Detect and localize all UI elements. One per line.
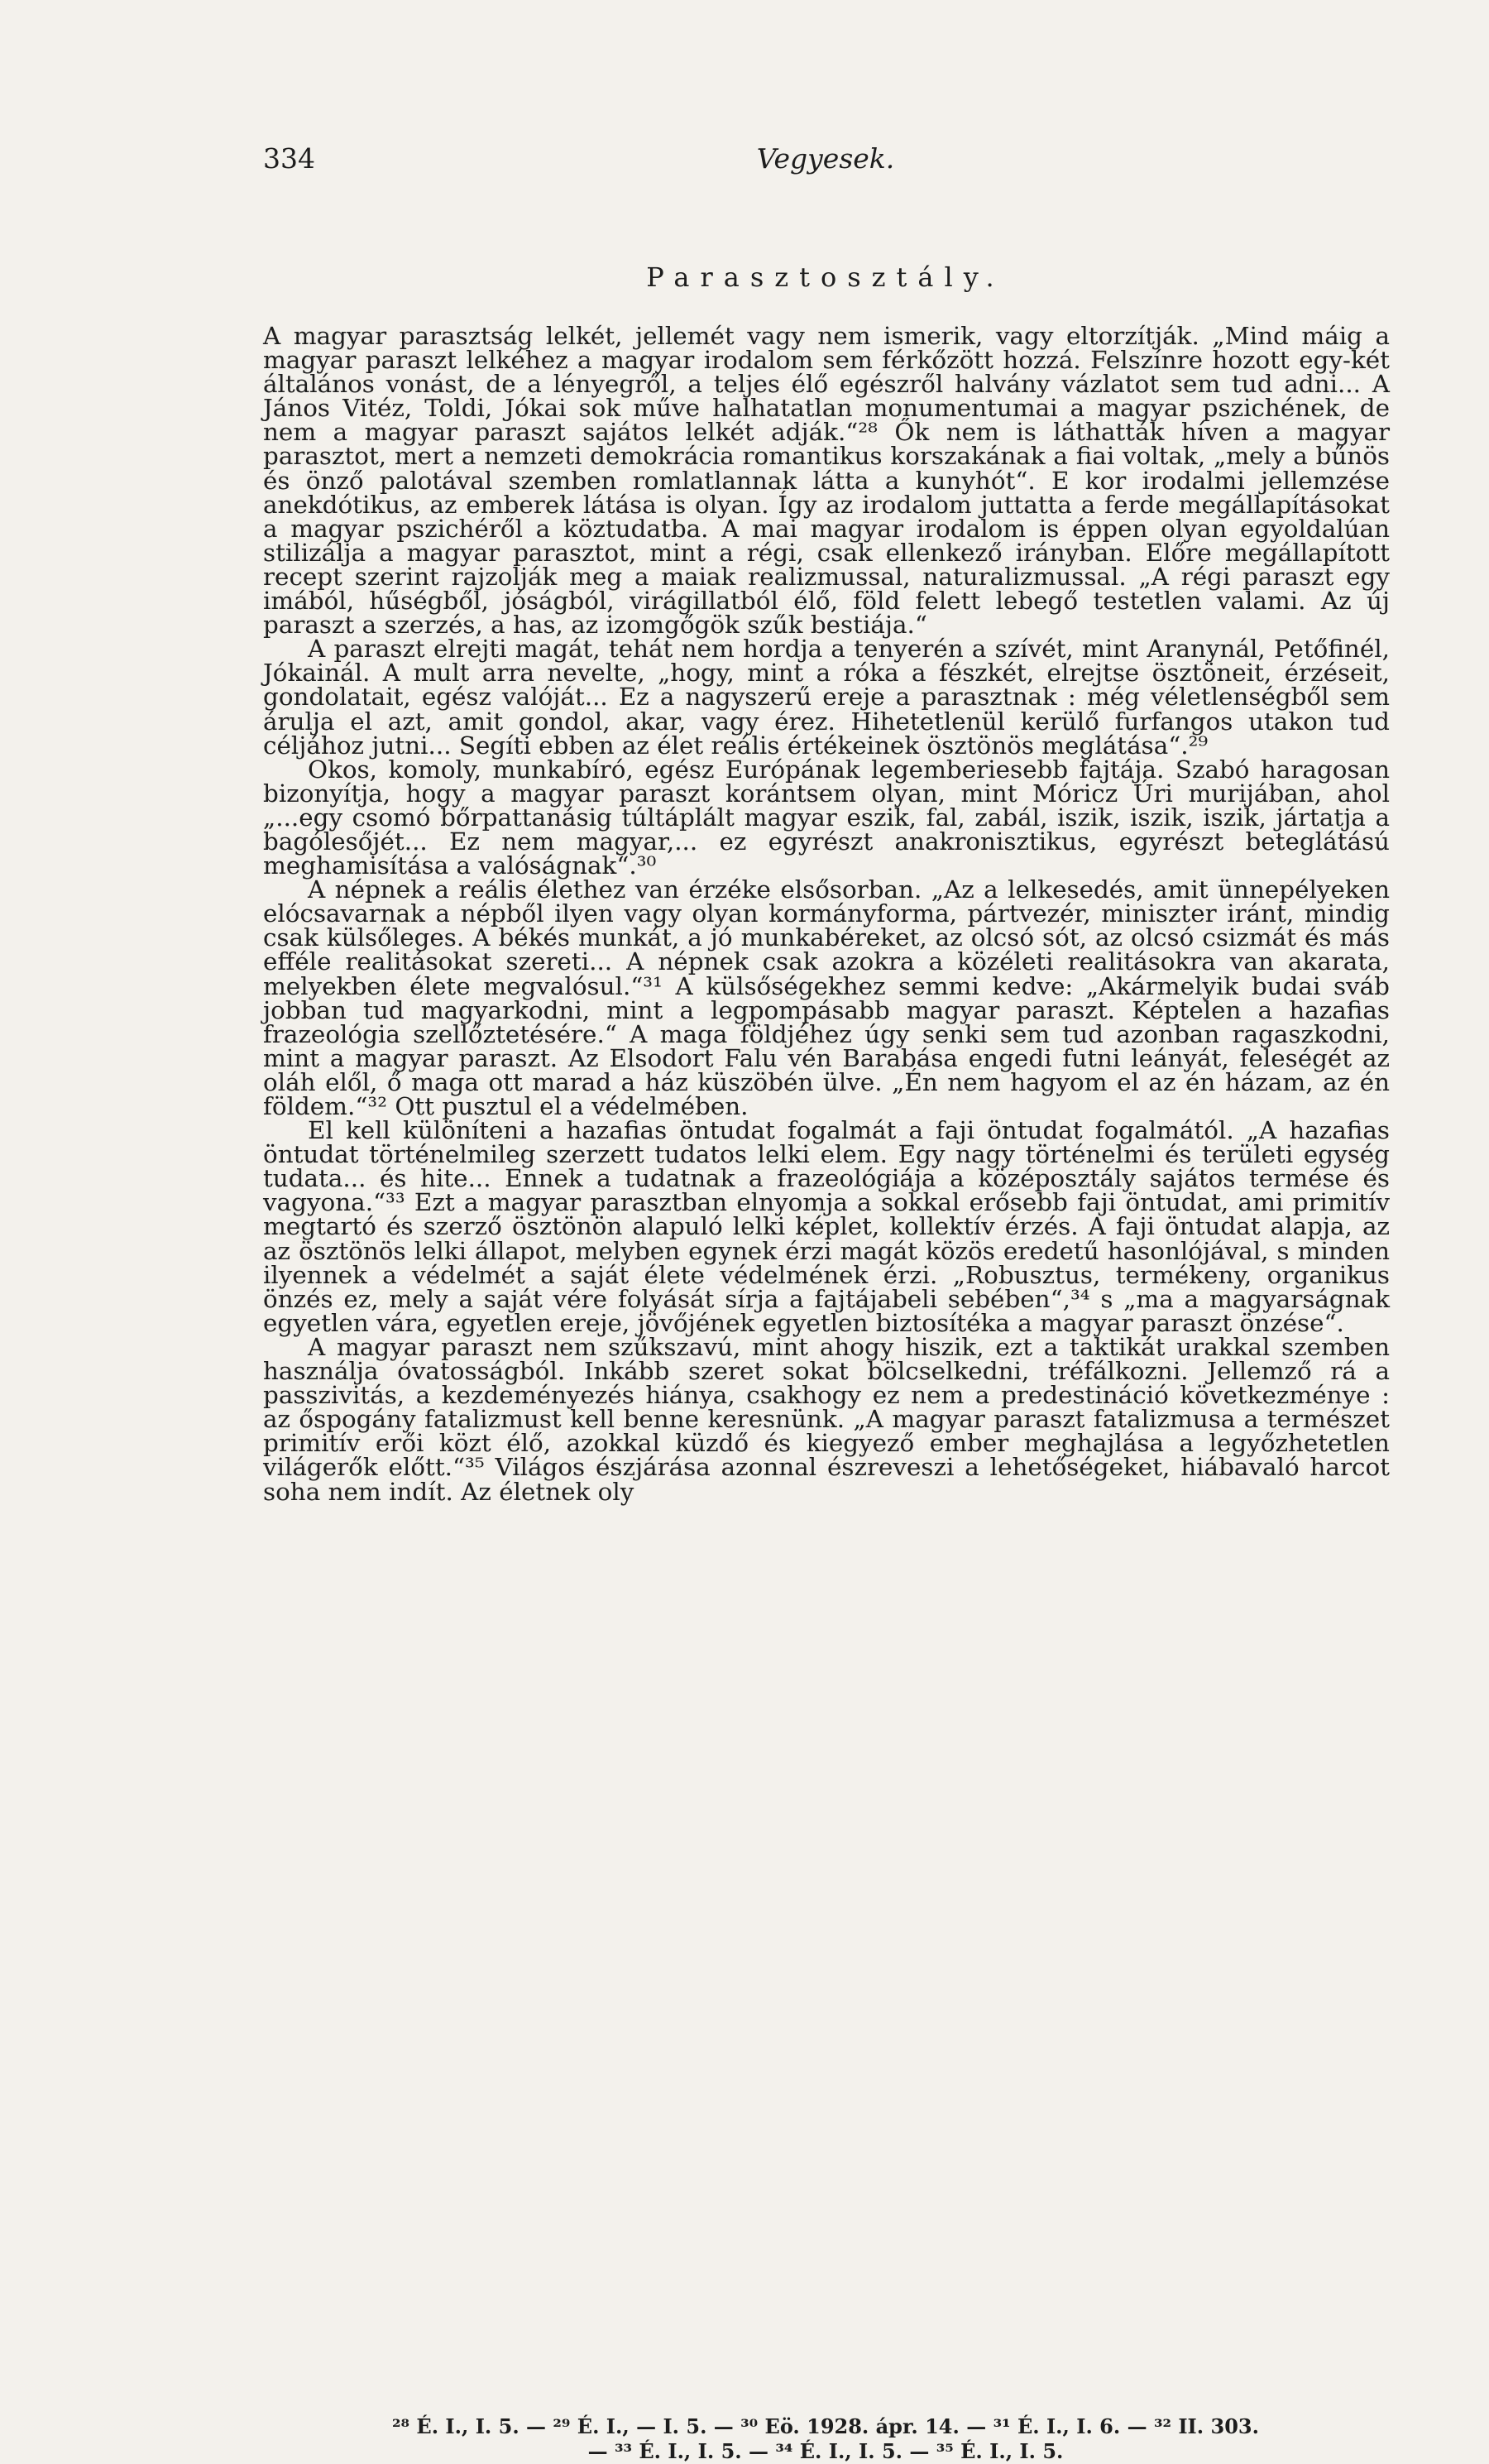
- section-title: Parasztosztály.: [646, 261, 1005, 293]
- footnote-line: ²⁸ É. I., I. 5. — ²⁹ É. I., — I. 5. — ³⁰ Eö. 1928. ápr. 14. — ³¹ É. I., I. 6. — ³² II. 303.: [392, 2414, 1259, 2438]
- paragraph: A népnek a reális élethez van érzéke elsősorban. „Az a lelkesedés, amit ünnepélyeken elócsavarnak a népből ilyen vagy olyan kormányforma, pártvezér, miniszter iránt, mindig csak külsőleges. A békés munkát, a jó munkabéreket, az olcsó sót, az olcsó csizmát és más efféle realitásokat szereti... A népnek csak azokra a közéleti realitásokra van akarata, melyekben élete megvalósul.“³¹ A külsőségekhez semmi kedve: „Akármelyik budai sváb jobban tud magyarkodni, mint a legpompásabb magyar paraszt. Képtelen a hazafias frazeológia szellőztetésére.“ A maga földjéhez úgy senki sem tud azonban ragaszkodni, mint a magyar paraszt. Az Elsodort Falu vén Barabása engedi futni leányát, feleségét az oláh elől, ő maga ott marad a ház küszöbén ülve. „Én nem hagyom el az én házam, az én földem.“³² Ott pusztul el a védelmében.: [263, 875, 1390, 1120]
- paragraph: A magyar parasztság lelkét, jellemét vagy nem ismerik, vagy eltorzítják. „Mind máig a magyar paraszt lelkéhez a magyar irodalom sem férkőzött hozzá. Felszínre hozott egy-két általános vonást, de a lényegről, a teljes élő egészről halvány vázlatot sem tud adni... A János Vitéz, Toldi, Jókai sok műve halhatatlan monumentumai a magyar pszichének, de nem a magyar paraszt sajátos lelkét adják.“²⁸ Ők nem is láthatták híven a magyar parasztot, mert a nemzeti demokrácia romantikus korszakának a fiai voltak, „mely a bűnös és önző palotával szemben romlatlannak látta a kunyhót“. E kor irodalmi jellemzése anekdótikus, az emberek látása is olyan. Így az irodalom juttatta a ferde megállapításokat a magyar pszichéről a köztudatba. A mai magyar irodalom is éppen olyan egyoldalúan stilizálja a magyar parasztot, mint a régi, csak ellenkező irányban. Előre megállapított recept szerint rajzolják meg a maiak realizmussal, naturalizmussal. „A régi paraszt egy imából, hűségből, jóságból, virágillatból élő, föld felett lebegő testetlen valami. Az új paraszt a szerzés, a has, az izomgőgök szűk bestiája.“: [263, 322, 1390, 640]
- article-body: [263, 324, 1390, 1504]
- page-number: 334: [263, 142, 315, 175]
- paragraph: Okos, komoly, munkabíró, egész Európának legemberiesebb fajtája. Szabó haragosan bizonyítja, hogy a magyar paraszt korántsem olyan, mint Móricz Úri murijában, ahol „...egy csomó bőrpattanásig túltáplált magyar eszik, fal, zabál, iszik, iszik, iszik, jártatja a bagólesőjét... Ez nem magyar,... ez egyrészt anakronisztikus, egyrészt beteglátású meghamisítása a valóságnak“.³⁰: [263, 755, 1390, 880]
- page-header: [263, 142, 1388, 184]
- footnotes: [263, 2414, 1388, 2464]
- paragraph: A paraszt elrejti magát, tehát nem hordja a tenyerén a szívét, mint Aranynál, Petőfinél, Jókainál. A mult arra nevelte, „hogy, mint a róka a fészkét, elrejtse ösztöneit, érzéseit, gondolatait, egész valóját... Ez a nagyszerű ereje a parasztnak : még véletlenségből sem árulja el azt, amit gondol, akar, vagy érez. Hihetetlenül kerülő furfangos utakon tud céljához jutni... Segíti ebben az élet reális értékeinek ösztönös meglátása“.²⁹: [263, 635, 1390, 760]
- running-title: Vegyesek.: [756, 142, 895, 175]
- paragraph: El kell különíteni a hazafias öntudat fogalmát a faji öntudat fogalmától. „A hazafias öntudat történelmileg szerzett tudatos lelki elem. Egy nagy történelmi és területi egység tudata... és hite... Ennek a tudatnak a frazeológiája a középosztály sajátos termése és vagyona.“³³ Ezt a magyar parasztban elnyomja a sokkal erősebb faji öntudat, ami primitív megtartó és szerző ösztönön alapuló lelki képlet, kollektív érzés. A faji öntudat alapja, az az ösztönös lelki állapot, melyben egynek érzi magát közös eredetű hasonlójával, s minden ilyennek a védelmét a saját élete védelmének érzi. „Robusztus, termékeny, organikus önzés ez, mely a saját vére folyását sírja a fajtájabeli sebében“,³⁴ s „ma a magyarságnak egyetlen vára, egyetlen ereje, jövőjének egyetlen biztosítéka a magyar paraszt önzése“.: [263, 1116, 1390, 1337]
- paragraph: A magyar paraszt nem szűkszavú, mint ahogy hiszik, ezt a taktikát urakkal szemben használja óvatosságból. Inkább szeret sokat bölcselkedni, tréfálkozni. Jellemző rá a passzivitás, a kezdeményezés hiánya, csakhogy ez nem a predestináció következménye : az őspogány fatalizmust kell benne keresnünk. „A magyar paraszt fatalizmusa a természet primitív erői közt élő, azokkal küzdő és kiegyező ember meghajlása a legyőzhetetlen világerők előtt.“³⁵ Világos észjárása azonnal észreveszi a lehetőségeket, hiábavaló harcot soha nem indít. Az életnek oly: [263, 1332, 1390, 1506]
- footnote-line: — ³³ É. I., I. 5. — ³⁴ É. I., I. 5. — ³⁵ É. I., I. 5.: [587, 2439, 1064, 2463]
